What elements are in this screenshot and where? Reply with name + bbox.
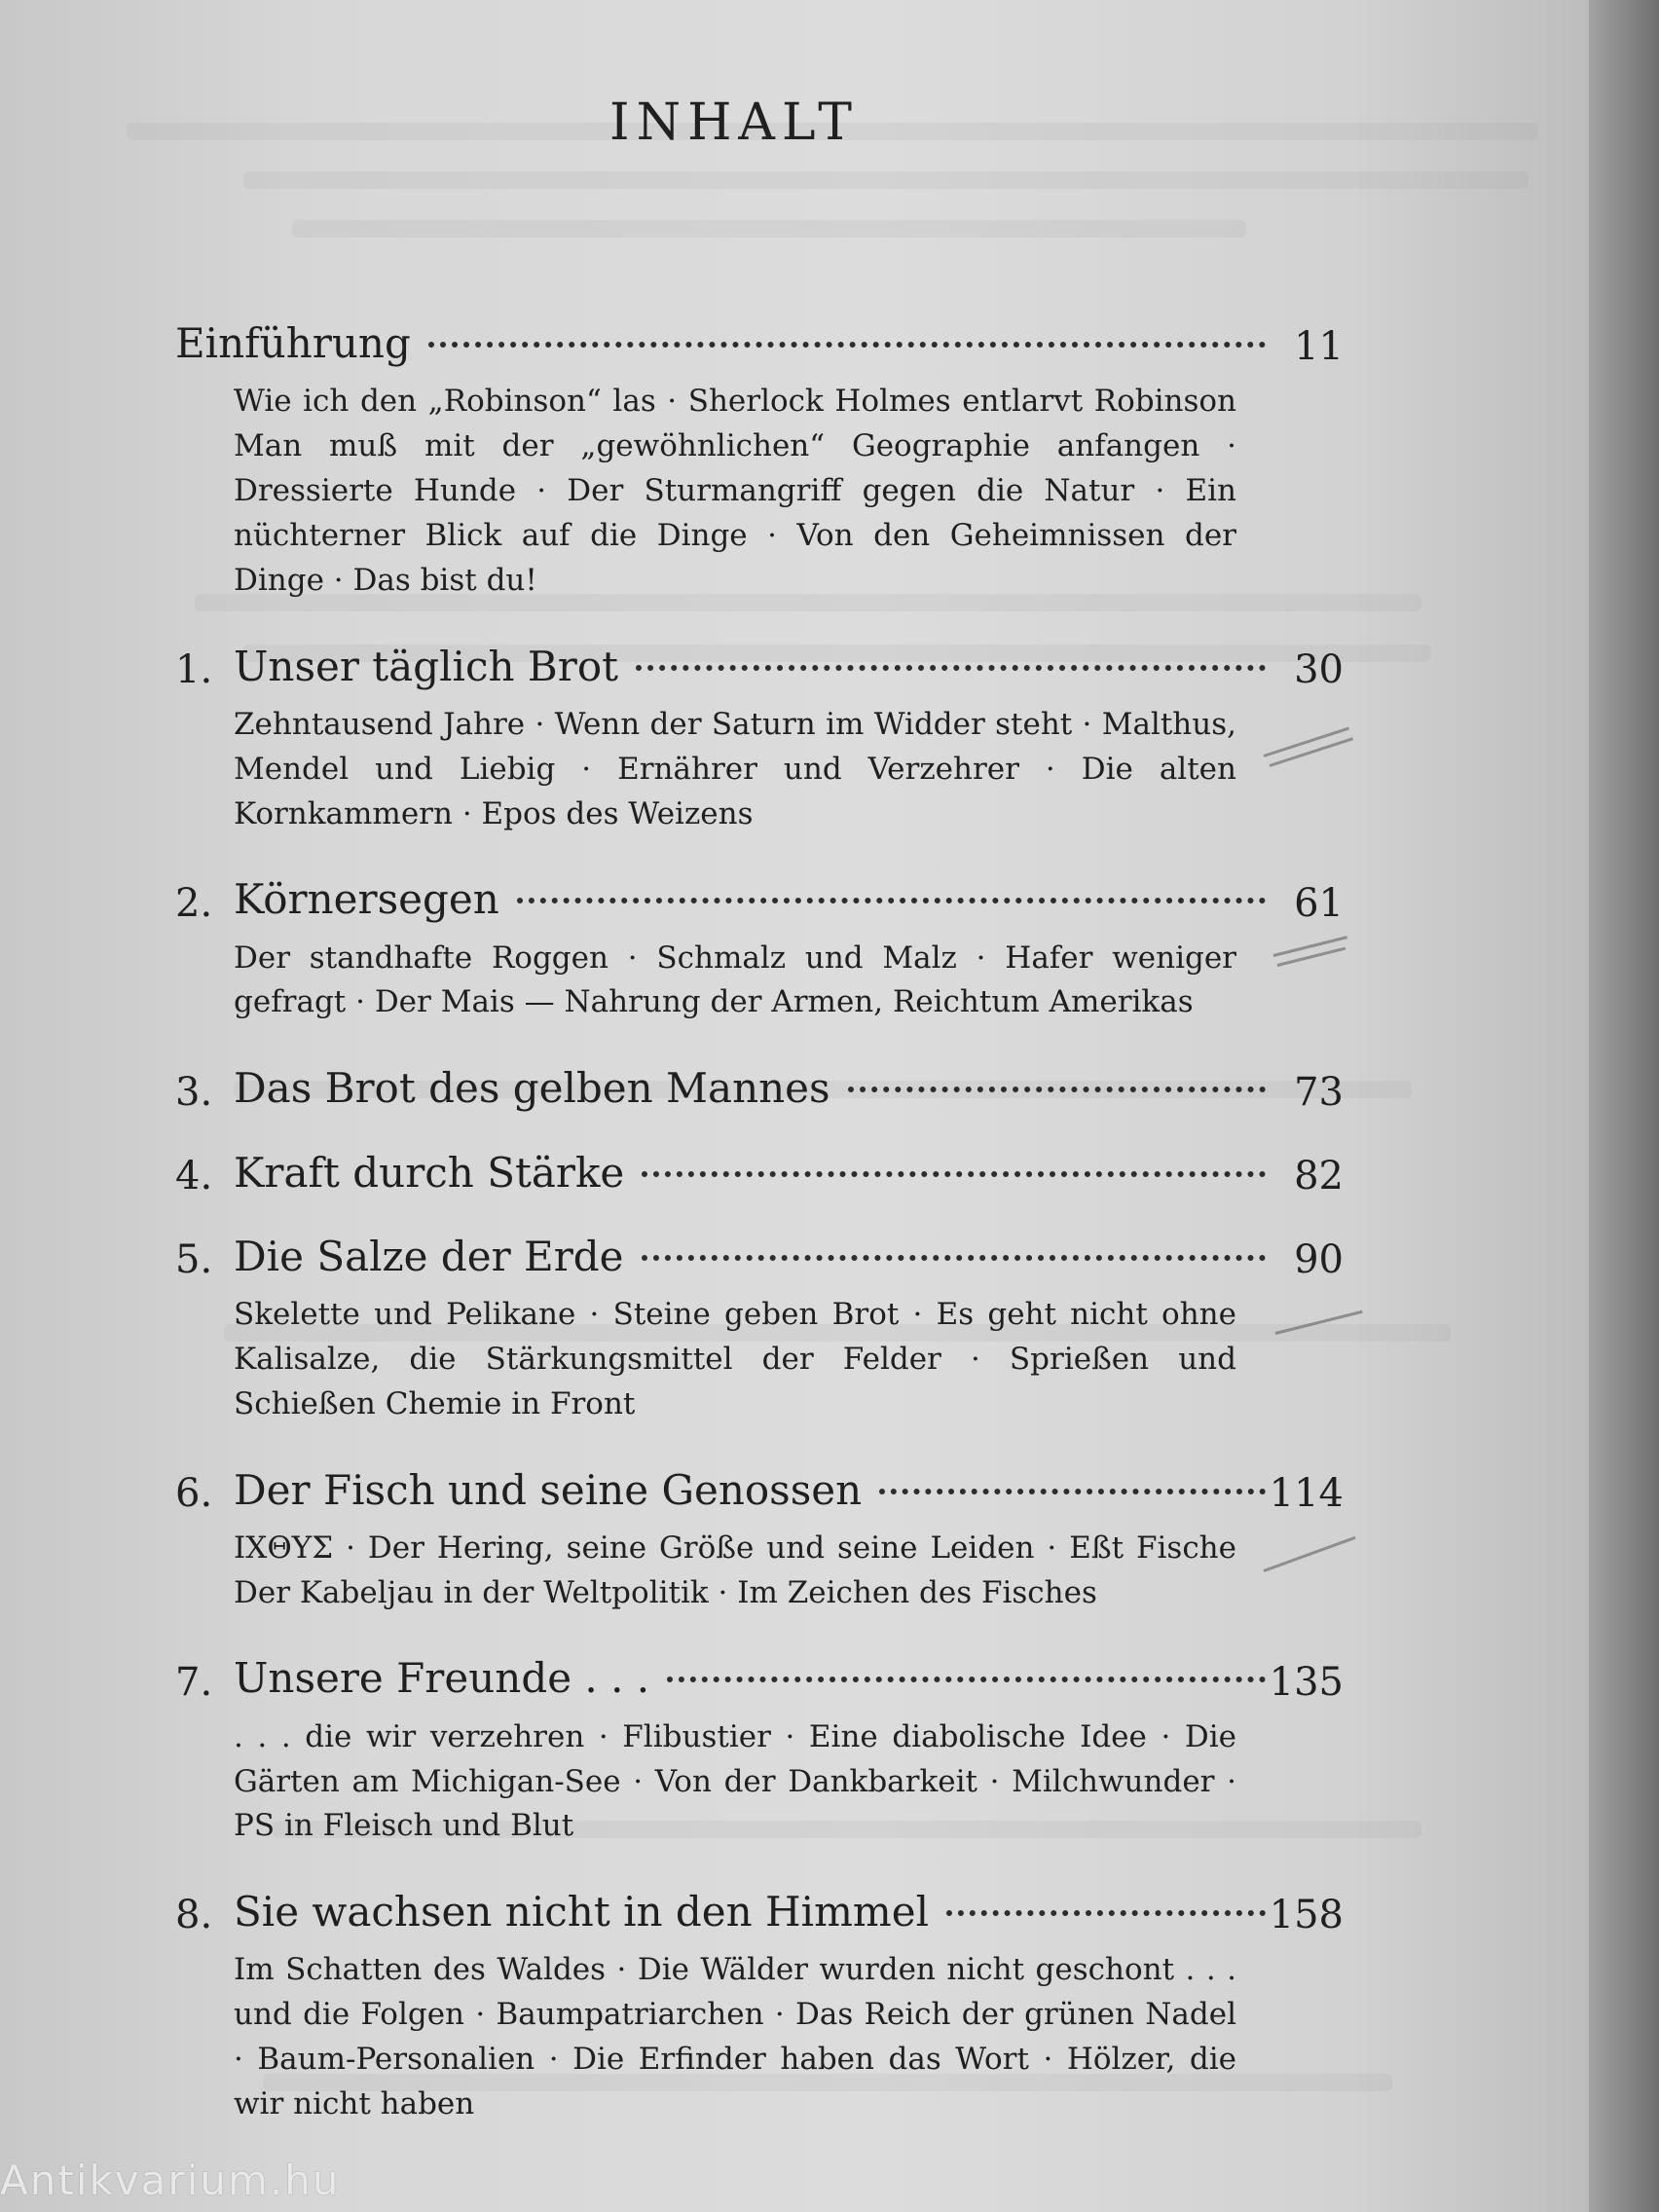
toc-entry-title: Unsere Freunde . . . [234,1654,650,1703]
toc-page-number: 90 [1294,1236,1344,1282]
toc-entry-5 [175,1232,1353,1427]
toc-page-number: 114 [1269,1470,1344,1516]
table-of-contents [175,321,1353,2168]
show-through-text-line [243,171,1529,189]
toc-title-wrap [234,642,1266,690]
toc-title-wrap [234,1465,1266,1514]
toc-entry-title: Das Brot des gelben Mannes [234,1064,830,1113]
toc-title-wrap [234,1066,1266,1111]
toc-entry-summary: Skelette und Pelikane · Steine geben Brot · Es geht nicht ohne Kalisalze, die Stärkungsmittel der Felder · Sprießen und Schießen Chemie in Front [234,1296,1236,1421]
toc-entry-number: 7. [175,1659,213,1705]
toc-title-wrap [234,1232,1266,1280]
toc-entry-summary: Im Schatten des Waldes · Die Wälder wurden nicht geschont . . . und die Folgen · Baumpatriarchen · Das Reich der grünen Nadel · Baum-Personalien · Die Erfinder haben das Wort · Hölzer, die wir nicht haben [234,1952,1236,2122]
toc-entry-title: Einführung [175,319,411,367]
toc-entry-title: Sie wachsen nicht in den Himmel [234,1888,930,1936]
toc-page-number: 61 [1294,880,1344,926]
toc-entry-number: 6. [175,1470,213,1516]
toc-page-number: 11 [1294,324,1344,370]
dot-leader [642,1171,1266,1177]
toc-entry-number: 1. [175,646,213,692]
toc-entry-6 [175,1465,1353,1616]
toc-entry-introduction [175,321,1353,604]
toc-entry-8 [175,1890,1353,2127]
toc-entry-number: 4. [175,1153,213,1198]
toc-entry-number: 8. [175,1893,213,1938]
toc-entry-title: Die Salze der Erde [234,1232,624,1280]
toc-entry-heading [175,1654,1353,1705]
toc-entry-summary: Zehntausend Jahre · Wenn der Saturn im Widder steht · Malthus, Mendel und Liebig · Ernährer und Verzehrer · Die alten Kornkammern · Epos des Weizens [234,706,1236,831]
toc-entry-heading [175,1232,1353,1282]
toc-entry-title: Körnersegen [234,875,499,924]
toc-title-wrap [234,1890,1266,1935]
toc-page-number: 30 [1294,646,1344,692]
dot-leader [848,1087,1266,1092]
toc-entry-number: 2. [175,880,213,926]
dot-leader [517,898,1266,903]
toc-title-wrap [234,1656,1266,1701]
dot-leader [879,1489,1266,1494]
toc-entry-heading [175,1148,1353,1198]
toc-entry-heading [175,1064,1353,1115]
page-edge [1589,0,1659,2212]
dot-leader [642,1255,1266,1261]
toc-entry-title: Der Fisch und seine Genossen [234,1465,863,1514]
dot-leader [428,342,1266,348]
toc-entry-number: 3. [175,1069,213,1115]
toc-entry-3 [175,1064,1353,1115]
toc-page-number: 135 [1269,1659,1344,1705]
toc-entry-number: 5. [175,1236,213,1282]
toc-entry-summary: Der standhafte Roggen · Schmalz und Malz · Hafer weniger gefragt · Der Mais — Nahrung der Armen, Reichtum Amerikas [234,940,1236,1020]
dot-leader [946,1910,1266,1916]
toc-entry-title: Unser täglich Brot [234,642,618,690]
show-through-text-line [292,220,1246,238]
dot-leader [667,1677,1266,1682]
toc-entry-heading [175,642,1353,692]
toc-entry-7 [175,1656,1353,1849]
dot-leader [636,665,1266,671]
toc-entry-summary: ΙΧΘΥΣ · Der Hering, seine Größe und seine Leiden · Eßt Fische Der Kabeljau in der Weltpolitik · Im Zeichen des Fisches [234,1530,1236,1610]
toc-title-wrap [234,1148,1266,1197]
toc-entry-heading [175,319,1353,370]
toc-entry-title: Kraft durch Stärke [234,1148,625,1197]
toc-entry-summary: . . . die wir verzehren · Flibustier · Eine diabolische Idee · Die Gärten am Michigan-See · Von der Dankbarkeit · Milchwunder · PS in Fleisch und Blut [234,1718,1236,1844]
toc-entry-heading [175,1465,1353,1516]
toc-entry-4 [175,1148,1353,1198]
page-title: INHALT [609,93,859,152]
toc-entry-heading [175,875,1353,926]
toc-page-number: 73 [1294,1069,1344,1115]
toc-title-wrap [175,321,1266,366]
toc-page-number: 82 [1294,1153,1344,1198]
toc-page-number: 158 [1269,1893,1344,1938]
watermark-text: Antikvarium.hu [0,2157,341,2204]
toc-entry-heading [175,1888,1353,1938]
toc-title-wrap [234,877,1266,922]
toc-entry-2 [175,877,1353,1025]
toc-entry-1 [175,642,1353,837]
toc-entry-summary: Wie ich den „Robinson“ las · Sherlock Holmes entlarvt Robinson Man muß mit der „gewöhnlichen“ Geographie anfangen · Dressierte Hunde · Der Sturmangriff gegen die Natur · Ein nüchterner Blick auf die Dinge · Von den Geheimnissen der Dinge · Das bist du! [234,384,1236,598]
